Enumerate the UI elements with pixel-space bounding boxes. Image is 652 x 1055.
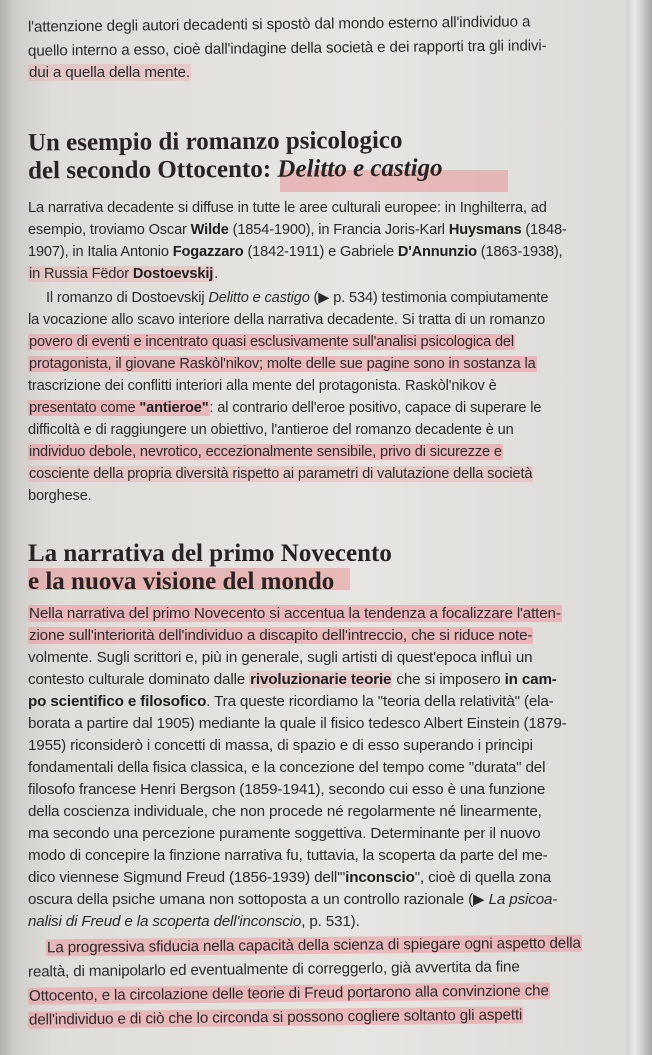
text-line: Ottocento, e la circolazione delle teorie di Freud portarono alla convinzione che [28, 982, 549, 1005]
text-line: borghese. [28, 488, 92, 504]
section-heading-novecento [28, 540, 392, 596]
text-line: trascrizione dei conflitti interiori alla mente del protagonista. Raskòl'nikov è [28, 378, 497, 394]
text-line: fondamentali della fisica classica, e la concezione del tempo come "durata" del [28, 759, 546, 776]
section-heading-delitto [28, 127, 443, 186]
text-line: zione sull'interiorità dell'individuo a discapito dell'intreccio, che si riduce note- [29, 627, 533, 644]
text-line: difficoltà e di raggiungere un obiettivo, l'antieroe del romanzo decadente è un [28, 422, 514, 438]
heading-line: del secondo Ottocento: Delitto e castigo [28, 154, 443, 185]
text-line: protagonista, il giovane Raskòl'nikov; molte delle sue pagine sono in sostanza la [29, 356, 536, 372]
text-line: la vocazione allo scavo interiore della narrativa decadente. Si tratta di un romanzo [28, 312, 546, 328]
text-line: nalisi di Freud e la scoperta dell'inconscio, p. 531). [28, 913, 360, 930]
text-line: ma secondo una percezione puramente soggettiva. Determinante per il nuovo [28, 825, 541, 842]
heading-line: Un esempio di romanzo psicologico [27, 126, 403, 157]
text-line: borata a partire dal 1905) mediante la quale il fisico tedesco Albert Einstein (1879- [28, 715, 567, 732]
text-line: in Russia Fëdor Dostoevskij. [29, 266, 219, 282]
text-line: filosofo francese Henri Bergson (1859-1941), secondo cui esso è una funzione [28, 781, 546, 798]
page-text-column [28, 0, 626, 1055]
text-line: dell'individuo e di ciò che lo circonda si possono cogliere soltanto gli aspetti [28, 1006, 523, 1029]
text-line: dico viennese Sigmund Freud (1856-1939) dell'"inconscio", cioè di quella zona [28, 869, 552, 886]
text-line: Nella narrativa del primo Novecento si accentua la tendenza a focalizzare l'atten- [29, 605, 561, 622]
text-line: Il romanzo di Dostoevskij Delitto e castigo (▶ p. 534) testimonia compiutamente [46, 290, 549, 306]
page-gutter-shadow [0, 0, 14, 1055]
intro-line: dui a quella della mente. [29, 64, 190, 81]
text-line: cosciente della propria diversità rispetto ai parametri di valutazione della società [29, 466, 533, 482]
text-line: oscura della psiche umana non sottoposta a un controllo razionale (▶ La psicoa- [28, 891, 558, 908]
text-line: contesto culturale dominato dalle rivoluzionarie teorie che si imposero in cam- [28, 671, 557, 688]
heading-line: e la nuova visione del mondo [28, 568, 335, 595]
text-line: della coscienza individuale, che non procede né regolarmente né linearmente, [28, 803, 542, 820]
text-line: volmente. Sugli scrittori e, più in generale, sugli artisti di quest'epoca influì un [28, 649, 533, 666]
text-line: 1907), in Italia Antonio Fogazzaro (1842-1911) e Gabriele D'Annunzio (1863-1938), [28, 244, 563, 260]
page-edge [626, 0, 652, 1055]
text-line: esempio, troviamo Oscar Wilde (1854-1900), in Francia Joris-Karl Huysmans (1848- [28, 222, 567, 238]
text-line: povero di eventi e incentrato quasi esclusivamente sull'analisi psicologica del [29, 334, 514, 350]
intro-line: l'attenzione degli autori decadenti si spostò dal mondo esterno all'individuo a [27, 13, 531, 36]
text-line: presentato come "antieroe": al contrario dell'eroe positivo, capace di superare le [29, 400, 542, 416]
text-line: modo di concepire la finzione narrativa fu, tuttavia, la scoperta da parte del me- [28, 847, 548, 864]
text-line: 1955) riconsiderò i concetti di massa, di spazio e di esso superando i princìpi [28, 737, 533, 754]
intro-line: quello interno a esso, cioè dall'indagine della società e dei rapporti tra gli indivi- [27, 37, 547, 60]
text-line: La progressiva sfiducia nella capacità della scienza di spiegare ogni aspetto della [46, 934, 581, 957]
text-line: La narrativa decadente si diffuse in tutte le aree culturali europee: in Inghilterra, ad [28, 200, 547, 216]
text-line: individuo debole, nevrotico, eccezionalmente sensibile, privo di sicurezze e [29, 444, 502, 460]
text-line: po scientifico e filosofico. Tra queste ricordiamo la "teoria della relatività" (ela- [28, 693, 554, 710]
text-line: realtà, di manipolarlo ed eventualmente di correggerlo, già avvertita da fine [27, 958, 520, 981]
heading-line: La narrativa del primo Novecento [28, 540, 392, 567]
